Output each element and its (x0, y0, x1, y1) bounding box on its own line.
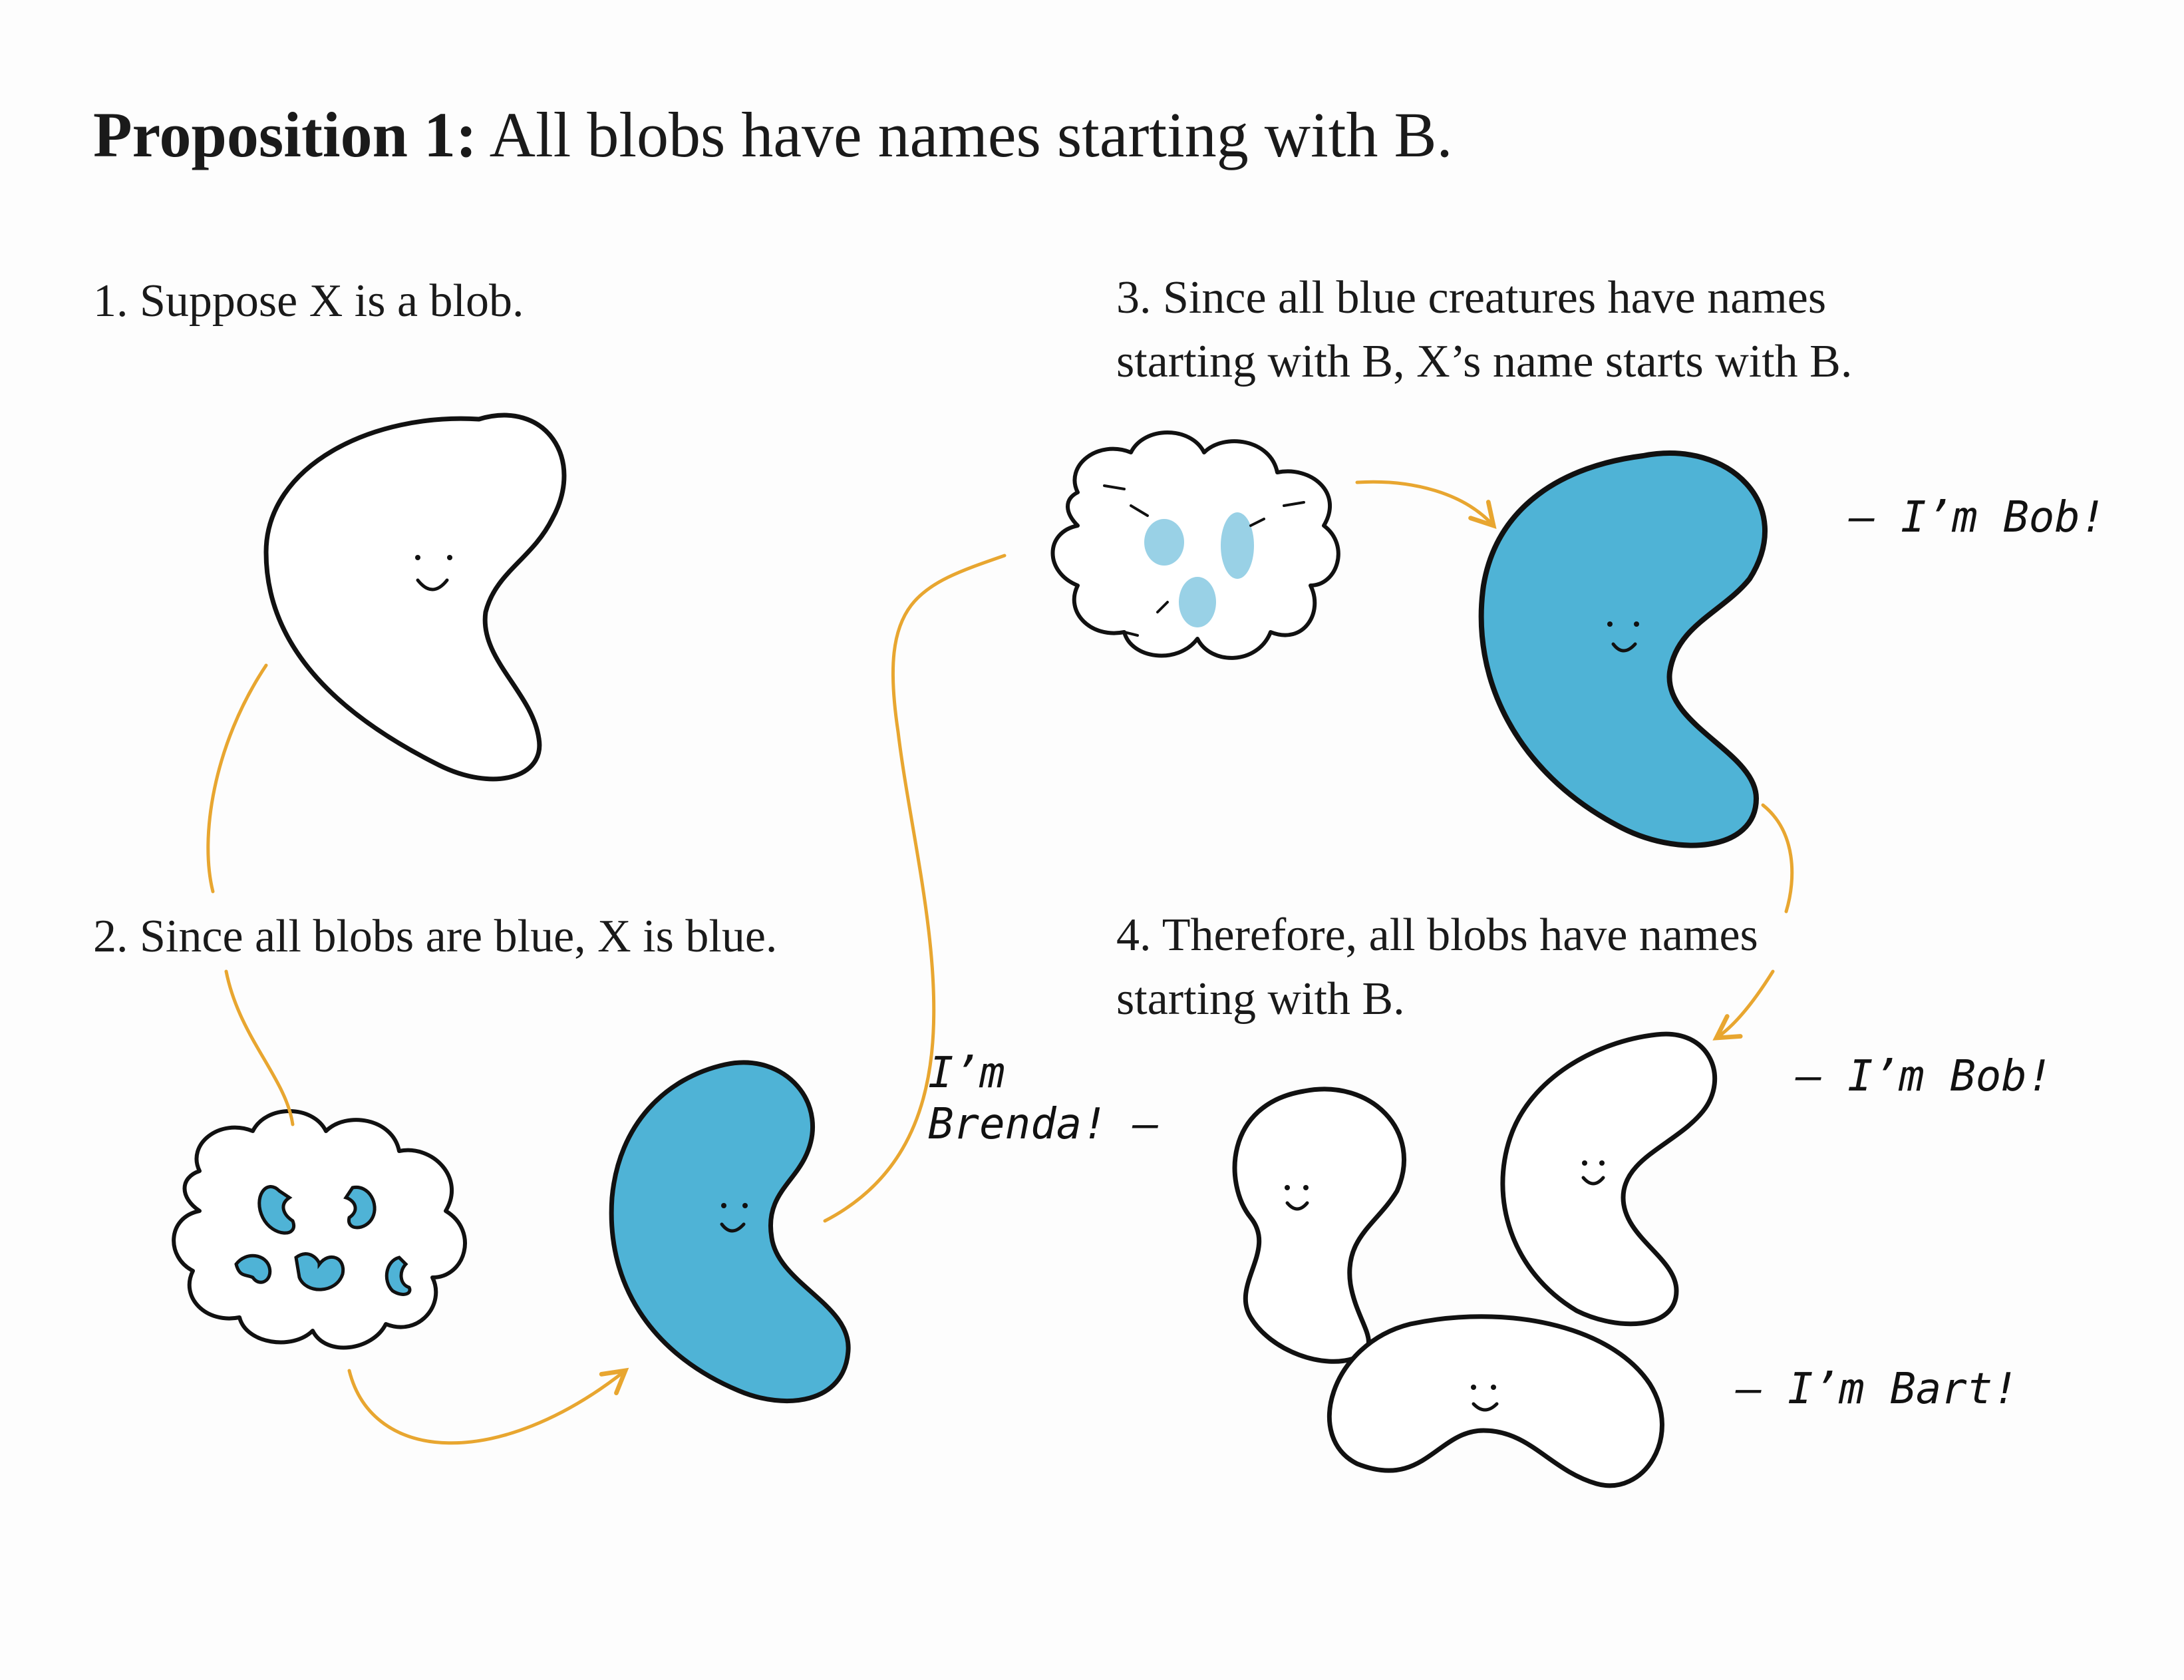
speech-bob-bottom: — I’m Bob! (1796, 1052, 2053, 1101)
blob-blue-bob (1482, 453, 1765, 845)
title-rest: All blobs have names starting with B. (476, 99, 1453, 170)
speech-bart: — I’m Bart! (1736, 1365, 2018, 1414)
arrow-cloud-to-blueblob (349, 1371, 625, 1443)
blob-blue-x (611, 1063, 848, 1401)
step-4-line-1: 4. Therefore, all blobs have names (1116, 910, 1758, 961)
arrow-step2-to-cloud (226, 971, 293, 1124)
page-title (93, 100, 1452, 170)
step-3-line-1: 3. Since all blue creatures have names (1116, 272, 1827, 323)
speech-brenda-line-1: I’m (928, 1049, 1005, 1098)
arrow-bigblob-to-step4 (1763, 805, 1792, 912)
step-4-text (1116, 904, 1758, 1031)
blob-white-brenda (1235, 1089, 1404, 1361)
step-3-text (1116, 266, 1852, 394)
step-4-line-2: starting with B. (1116, 973, 1405, 1025)
blob-white-x (266, 415, 564, 779)
step-2-text (93, 905, 777, 969)
blob-white-bob (1503, 1034, 1715, 1324)
title-bold: Proposition 1: (93, 99, 477, 170)
arrow-cloud2-to-bigblob (1357, 482, 1493, 526)
cloud-of-blue-creatures (1053, 432, 1338, 658)
speech-brenda (928, 1048, 1168, 1150)
speech-brenda-line-2: Brenda! — (928, 1099, 1159, 1149)
cloud-of-blobs (174, 1111, 465, 1347)
speech-bob-top: — I’m Bob! (1849, 493, 2106, 542)
step-3-line-2: starting with B, X’s name starts with B. (1116, 336, 1853, 387)
arrow-step1-to-step2 (208, 665, 266, 892)
blob-white-bart (1329, 1317, 1662, 1486)
step-2-line-1: 2. Since all blobs are blue, X is blue. (93, 911, 778, 962)
step-1-line-1: 1. Suppose X is a blob. (93, 275, 524, 327)
step-1-text (93, 269, 524, 333)
